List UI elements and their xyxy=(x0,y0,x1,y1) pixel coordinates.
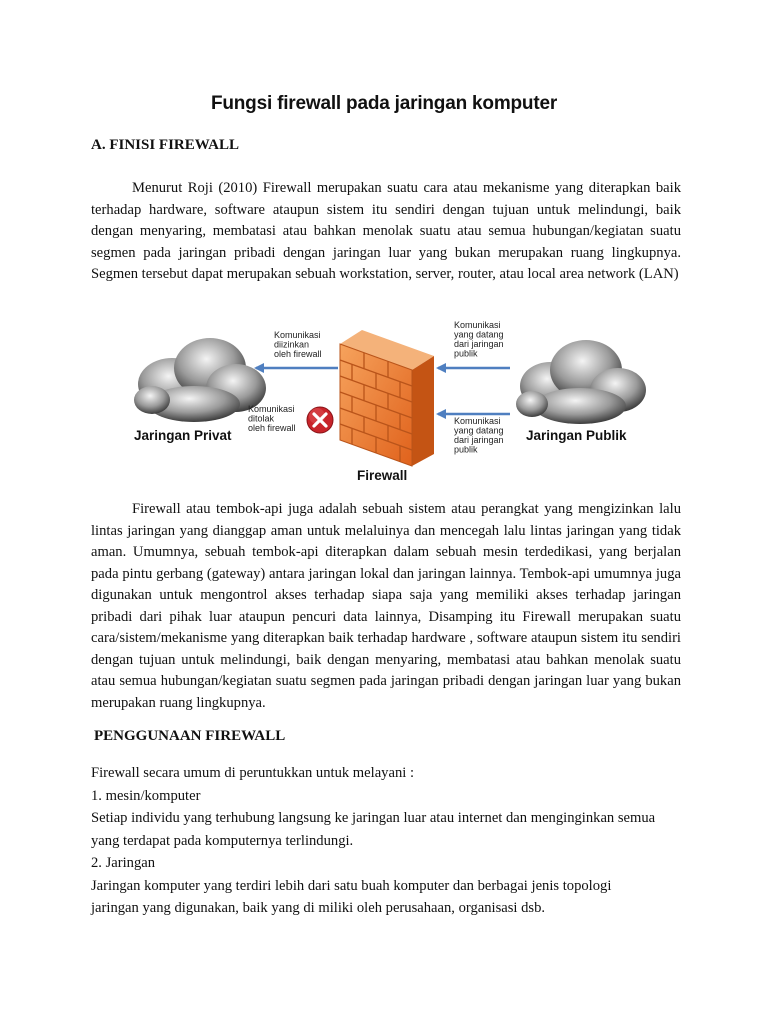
label-line: oleh firewall xyxy=(274,348,322,359)
private-network-cloud-icon xyxy=(134,338,266,422)
usage-line: 1. mesin/komputer xyxy=(91,787,201,804)
section-heading-usage: PENGGUNAAN FIREWALL xyxy=(94,728,286,744)
label-line: Komunikasi xyxy=(454,320,501,330)
firewall-diagram xyxy=(128,316,648,488)
usage-line: 2. Jaringan xyxy=(91,855,156,871)
label-line: oleh firewall xyxy=(248,422,296,433)
label-line: ditolak xyxy=(248,413,275,424)
firewall-wall-icon xyxy=(340,330,434,466)
label-line: publik xyxy=(454,444,478,455)
usage-line: jaringan yang digunakan, baik yang di miliki oleh perusahaan, organisasi dsb. xyxy=(91,900,546,916)
document-title: Fungsi firewall pada jaringan komputer xyxy=(210,93,558,114)
label-line: dari jaringan xyxy=(454,338,504,349)
label-line: publik xyxy=(454,348,478,359)
paragraph-firewall-description: Firewall atau tembok-api juga adalah sebuah sistem atau perangkat yang mengizinkan lalu lintas jaringan yang dianggap aman untuk melaluinya dan mencegah lalu lintas jaringan yang tidak aman. Umumnya, sebuah tembok-api diterapkan dalam sebuah mesin terdedikasi, yang berjalan pada pintu gerbang (gateway) antara jaringan lokal dan jaringan lainnya. Tembok-api umumnya juga digunakan untuk mengontrol akses terhadap siapa saja yang memiliki akses terhadap jaringan pribadi dari pihak luar ataupun pencuri data lainnya, Disamping itu Firewall merupakan suatu cara/sistem/mekanisme yang diterapkan baik terhadap hardware , software ataupun sistem itu sendiri dengan tujuan untuk melindungi, baik dengan menyaring, membatasi atau bahkan menolak suatu atau semua hubungan/kegiatan suatu segmen pada jaringan pribadi dengan jaringan luar yang bukan merupakan ruang lingkupnya. xyxy=(91,501,681,711)
allowed-communication-label xyxy=(274,330,322,359)
usage-line: Firewall secara umum di peruntukkan untuk melayani : xyxy=(91,765,415,781)
usage-list xyxy=(91,762,691,920)
paragraph-definition: Menurut Roji (2010) Firewall merupakan suatu cara atau mekanisme yang diterapkan baik terhadap hardware, software ataupun sistem itu sendiri dengan tujuan untuk melindungi, baik dengan menyaring, membatasi atau bahkan menolak suatu atau semua hubungan/kegiatan suatu segmen pada jaringan pribadi dengan jaringan luar yang bukan merupakan ruang lingkupnya. Segmen tersebut dapat merupakan sebuah workstation, server, router, atau local area network (LAN) xyxy=(91,180,681,282)
label-line: dari jaringan xyxy=(454,434,504,445)
label-line: yang datang xyxy=(454,329,504,340)
incoming-top-label xyxy=(454,320,504,358)
public-network-label: Jaringan Publik xyxy=(526,428,627,443)
usage-line: Setiap individu yang terhubung langsung ke jaringan luar atau internet dan menginginkan semua xyxy=(91,810,656,826)
label-line: Komunikasi xyxy=(274,330,321,340)
firewall-label: Firewall xyxy=(357,468,408,483)
section-heading-definition: A. FINISI FIREWALL xyxy=(91,137,239,153)
label-line: yang datang xyxy=(454,425,504,436)
denied-communication-label xyxy=(248,404,296,433)
usage-line: yang terdapat pada komputernya terlindungi. xyxy=(91,832,354,849)
private-network-label: Jaringan Privat xyxy=(134,428,232,443)
incoming-bottom-label xyxy=(454,416,504,454)
label-line: Komunikasi xyxy=(454,416,501,426)
label-line: diizinkan xyxy=(274,339,310,350)
deny-icon xyxy=(307,407,333,433)
label-line: Komunikasi xyxy=(248,404,295,414)
public-network-cloud-icon xyxy=(516,340,646,424)
usage-line: Jaringan komputer yang terdiri lebih dari satu buah komputer dan berbagai jenis topologi xyxy=(91,877,612,894)
firewall-diagram-svg xyxy=(128,316,648,488)
